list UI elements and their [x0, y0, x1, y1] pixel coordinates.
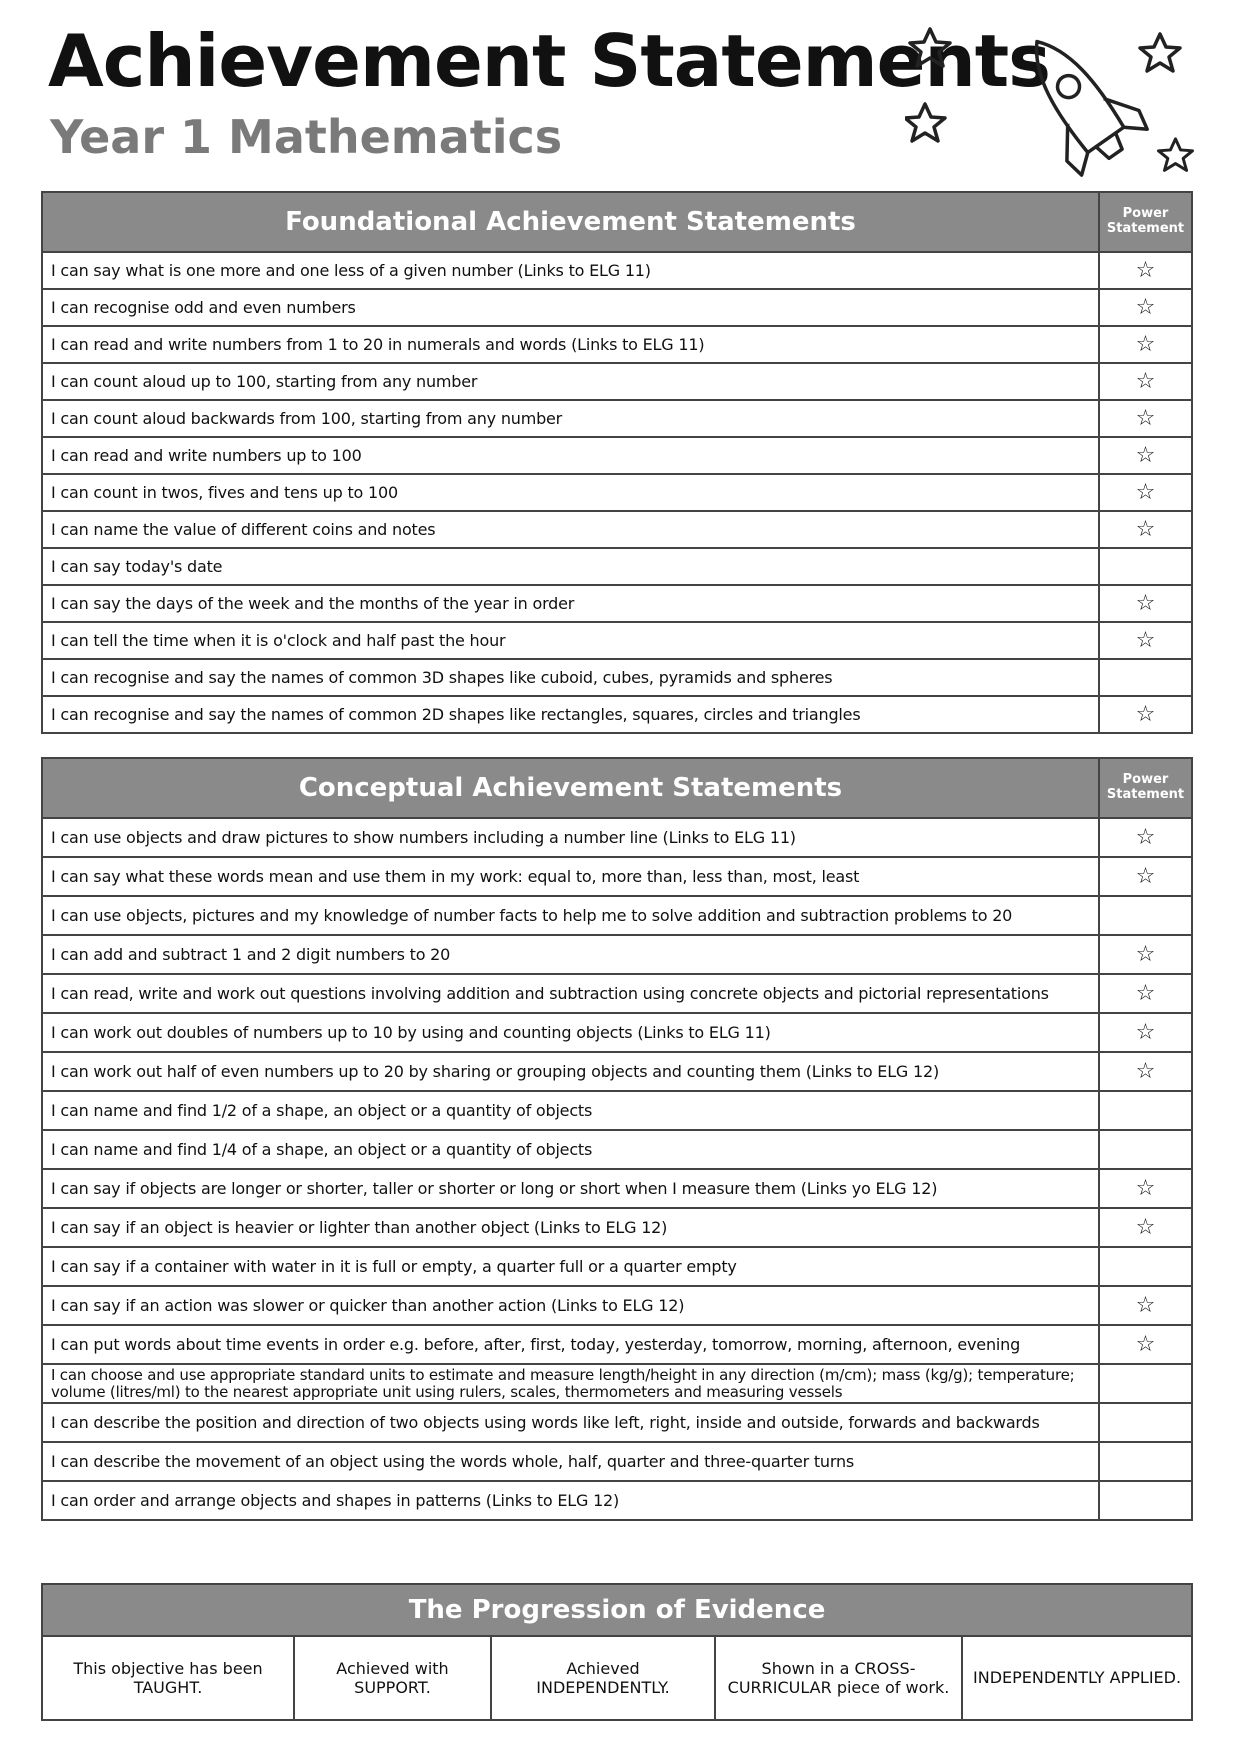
power-star-icon [1099, 1403, 1192, 1442]
power-star-icon [1099, 1442, 1192, 1481]
statement-text: I can say the days of the week and the months of the year in order [42, 585, 1099, 622]
stage-taught: This objective has been TAUGHT. [42, 1636, 294, 1720]
statement-row [42, 1442, 1192, 1481]
rocket-icon [1001, 16, 1152, 179]
statement-text: I can say what these words mean and use them in my work: equal to, more than, less than, most, least [42, 857, 1099, 896]
statement-row [42, 857, 1192, 896]
statement-row [42, 935, 1192, 974]
statement-text: I can order and arrange objects and shapes in patterns (Links to ELG 12) [42, 1481, 1099, 1520]
statement-text: I can count aloud up to 100, starting from any number [42, 363, 1099, 400]
statement-text: I can name the value of different coins and notes [42, 511, 1099, 548]
statement-row [42, 1481, 1192, 1520]
stage-cross-curricular: Shown in a CROSS-CURRICULAR piece of work. [715, 1636, 962, 1720]
power-star-icon: ☆ [1099, 585, 1192, 622]
progression-heading: The Progression of Evidence [42, 1584, 1192, 1636]
power-star-icon: ☆ [1099, 974, 1192, 1013]
power-star-icon: ☆ [1099, 1208, 1192, 1247]
statement-text: I can recognise odd and even numbers [42, 289, 1099, 326]
foundational-rows [42, 252, 1192, 733]
power-star-icon: ☆ [1099, 857, 1192, 896]
power-star-icon: ☆ [1099, 289, 1192, 326]
statement-row [42, 1364, 1192, 1403]
statement-row [42, 585, 1192, 622]
page-title: Achievement Statements [48, 19, 1051, 103]
rocket-stars-illustration [905, 15, 1205, 190]
statement-text: I can put words about time events in order e.g. before, after, first, today, yesterday, tomorrow, morning, afternoon, evening [42, 1325, 1099, 1364]
statement-text: I can name and find 1/2 of a shape, an object or a quantity of objects [42, 1091, 1099, 1130]
statement-text: I can read and write numbers from 1 to 20 in numerals and words (Links to ELG 11) [42, 326, 1099, 363]
statement-text: I can count aloud backwards from 100, starting from any number [42, 400, 1099, 437]
statement-row [42, 1286, 1192, 1325]
power-star-icon: ☆ [1099, 1052, 1192, 1091]
statement-row [42, 363, 1192, 400]
power-star-icon: ☆ [1099, 252, 1192, 289]
star-icon [910, 29, 950, 66]
power-star-icon: ☆ [1099, 400, 1192, 437]
power-star-icon [1099, 1247, 1192, 1286]
stage-applied: INDEPENDENTLY APPLIED. [962, 1636, 1192, 1720]
statement-row [42, 1091, 1192, 1130]
statement-text: I can use objects and draw pictures to show numbers including a number line (Links to ELG 11) [42, 818, 1099, 857]
power-star-icon [1099, 1130, 1192, 1169]
progression-of-evidence-table [41, 1583, 1193, 1721]
statement-text: I can say if an object is heavier or lighter than another object (Links to ELG 12) [42, 1208, 1099, 1247]
power-star-icon [1099, 896, 1192, 935]
power-star-icon: ☆ [1099, 363, 1192, 400]
power-star-icon [1099, 1364, 1192, 1403]
conceptual-heading: Conceptual Achievement Statements [42, 758, 1099, 818]
power-star-icon: ☆ [1099, 935, 1192, 974]
statement-row [42, 974, 1192, 1013]
page-subtitle: Year 1 Mathematics [50, 110, 563, 164]
statement-row [42, 252, 1192, 289]
statement-text: I can read, write and work out questions involving addition and subtraction using concrete objects and pictorial representations [42, 974, 1099, 1013]
statement-row [42, 696, 1192, 733]
power-star-icon: ☆ [1099, 474, 1192, 511]
statement-text: I can tell the time when it is o'clock and half past the hour [42, 622, 1099, 659]
statement-row [42, 1130, 1192, 1169]
statement-row [42, 1403, 1192, 1442]
statement-row [42, 400, 1192, 437]
statement-row [42, 1325, 1192, 1364]
statement-text: I can add and subtract 1 and 2 digit numbers to 20 [42, 935, 1099, 974]
power-star-icon: ☆ [1099, 622, 1192, 659]
statement-text: I can count in twos, fives and tens up to 100 [42, 474, 1099, 511]
statement-text: I can describe the position and direction of two objects using words like left, right, inside and outside, forwards and backwards [42, 1403, 1099, 1442]
statement-row [42, 548, 1192, 585]
statement-row [42, 1208, 1192, 1247]
statement-row [42, 511, 1192, 548]
statement-row [42, 289, 1192, 326]
statement-text: I can choose and use appropriate standard units to estimate and measure length/height in any direction (m/cm); mass (kg/g); temperature; volume (litres/ml) to the nearest appropriate unit using rulers, scales, thermometers and measuring vessels [42, 1364, 1099, 1403]
power-statement-label: Power Statement [1099, 192, 1192, 252]
statement-text: I can work out half of even numbers up to 20 by sharing or grouping objects and counting them (Links to ELG 12) [42, 1052, 1099, 1091]
statement-row [42, 622, 1192, 659]
star-icon [1140, 34, 1180, 71]
statement-text: I can recognise and say the names of common 3D shapes like cuboid, cubes, pyramids and spheres [42, 659, 1099, 696]
foundational-statements-table [41, 191, 1193, 734]
power-star-icon: ☆ [1099, 696, 1192, 733]
statement-text: I can use objects, pictures and my knowledge of number facts to help me to solve addition and subtraction problems to 20 [42, 896, 1099, 935]
stage-independent: Achieved INDEPENDENTLY. [491, 1636, 715, 1720]
power-star-icon: ☆ [1099, 1169, 1192, 1208]
statement-row [42, 1052, 1192, 1091]
conceptual-rows [42, 818, 1192, 1520]
statement-text: I can say if an action was slower or quicker than another action (Links to ELG 12) [42, 1286, 1099, 1325]
statement-row [42, 818, 1192, 857]
statement-row [42, 1247, 1192, 1286]
statement-row [42, 659, 1192, 696]
statement-text: I can describe the movement of an object using the words whole, half, quarter and three-quarter turns [42, 1442, 1099, 1481]
statement-text: I can name and find 1/4 of a shape, an object or a quantity of objects [42, 1130, 1099, 1169]
statement-text: I can say if objects are longer or shorter, taller or shorter or long or short when I measure them (Links yo ELG 12) [42, 1169, 1099, 1208]
power-star-icon: ☆ [1099, 1325, 1192, 1364]
power-star-icon [1099, 659, 1192, 696]
conceptual-statements-table [41, 757, 1193, 1521]
statement-row [42, 1013, 1192, 1052]
power-star-icon: ☆ [1099, 326, 1192, 363]
stage-support: Achieved with SUPPORT. [294, 1636, 491, 1720]
power-star-icon [1099, 1481, 1192, 1520]
power-star-icon [1099, 1091, 1192, 1130]
foundational-heading: Foundational Achievement Statements [42, 192, 1099, 252]
statement-row [42, 326, 1192, 363]
statement-row [42, 437, 1192, 474]
power-star-icon: ☆ [1099, 511, 1192, 548]
power-star-icon: ☆ [1099, 1286, 1192, 1325]
power-star-icon [1099, 548, 1192, 585]
power-statement-label: Power Statement [1099, 758, 1192, 818]
star-icon [905, 104, 945, 141]
statement-text: I can work out doubles of numbers up to 10 by using and counting objects (Links to ELG 11) [42, 1013, 1099, 1052]
statement-row [42, 1169, 1192, 1208]
statement-row [42, 474, 1192, 511]
power-star-icon: ☆ [1099, 1013, 1192, 1052]
statement-text: I can say today's date [42, 548, 1099, 585]
power-star-icon: ☆ [1099, 818, 1192, 857]
statement-text: I can say what is one more and one less of a given number (Links to ELG 11) [42, 252, 1099, 289]
statement-text: I can read and write numbers up to 100 [42, 437, 1099, 474]
statement-text: I can recognise and say the names of common 2D shapes like rectangles, squares, circles and triangles [42, 696, 1099, 733]
power-star-icon: ☆ [1099, 437, 1192, 474]
star-icon [1159, 139, 1193, 170]
statement-text: I can say if a container with water in it is full or empty, a quarter full or a quarter empty [42, 1247, 1099, 1286]
statement-row [42, 896, 1192, 935]
